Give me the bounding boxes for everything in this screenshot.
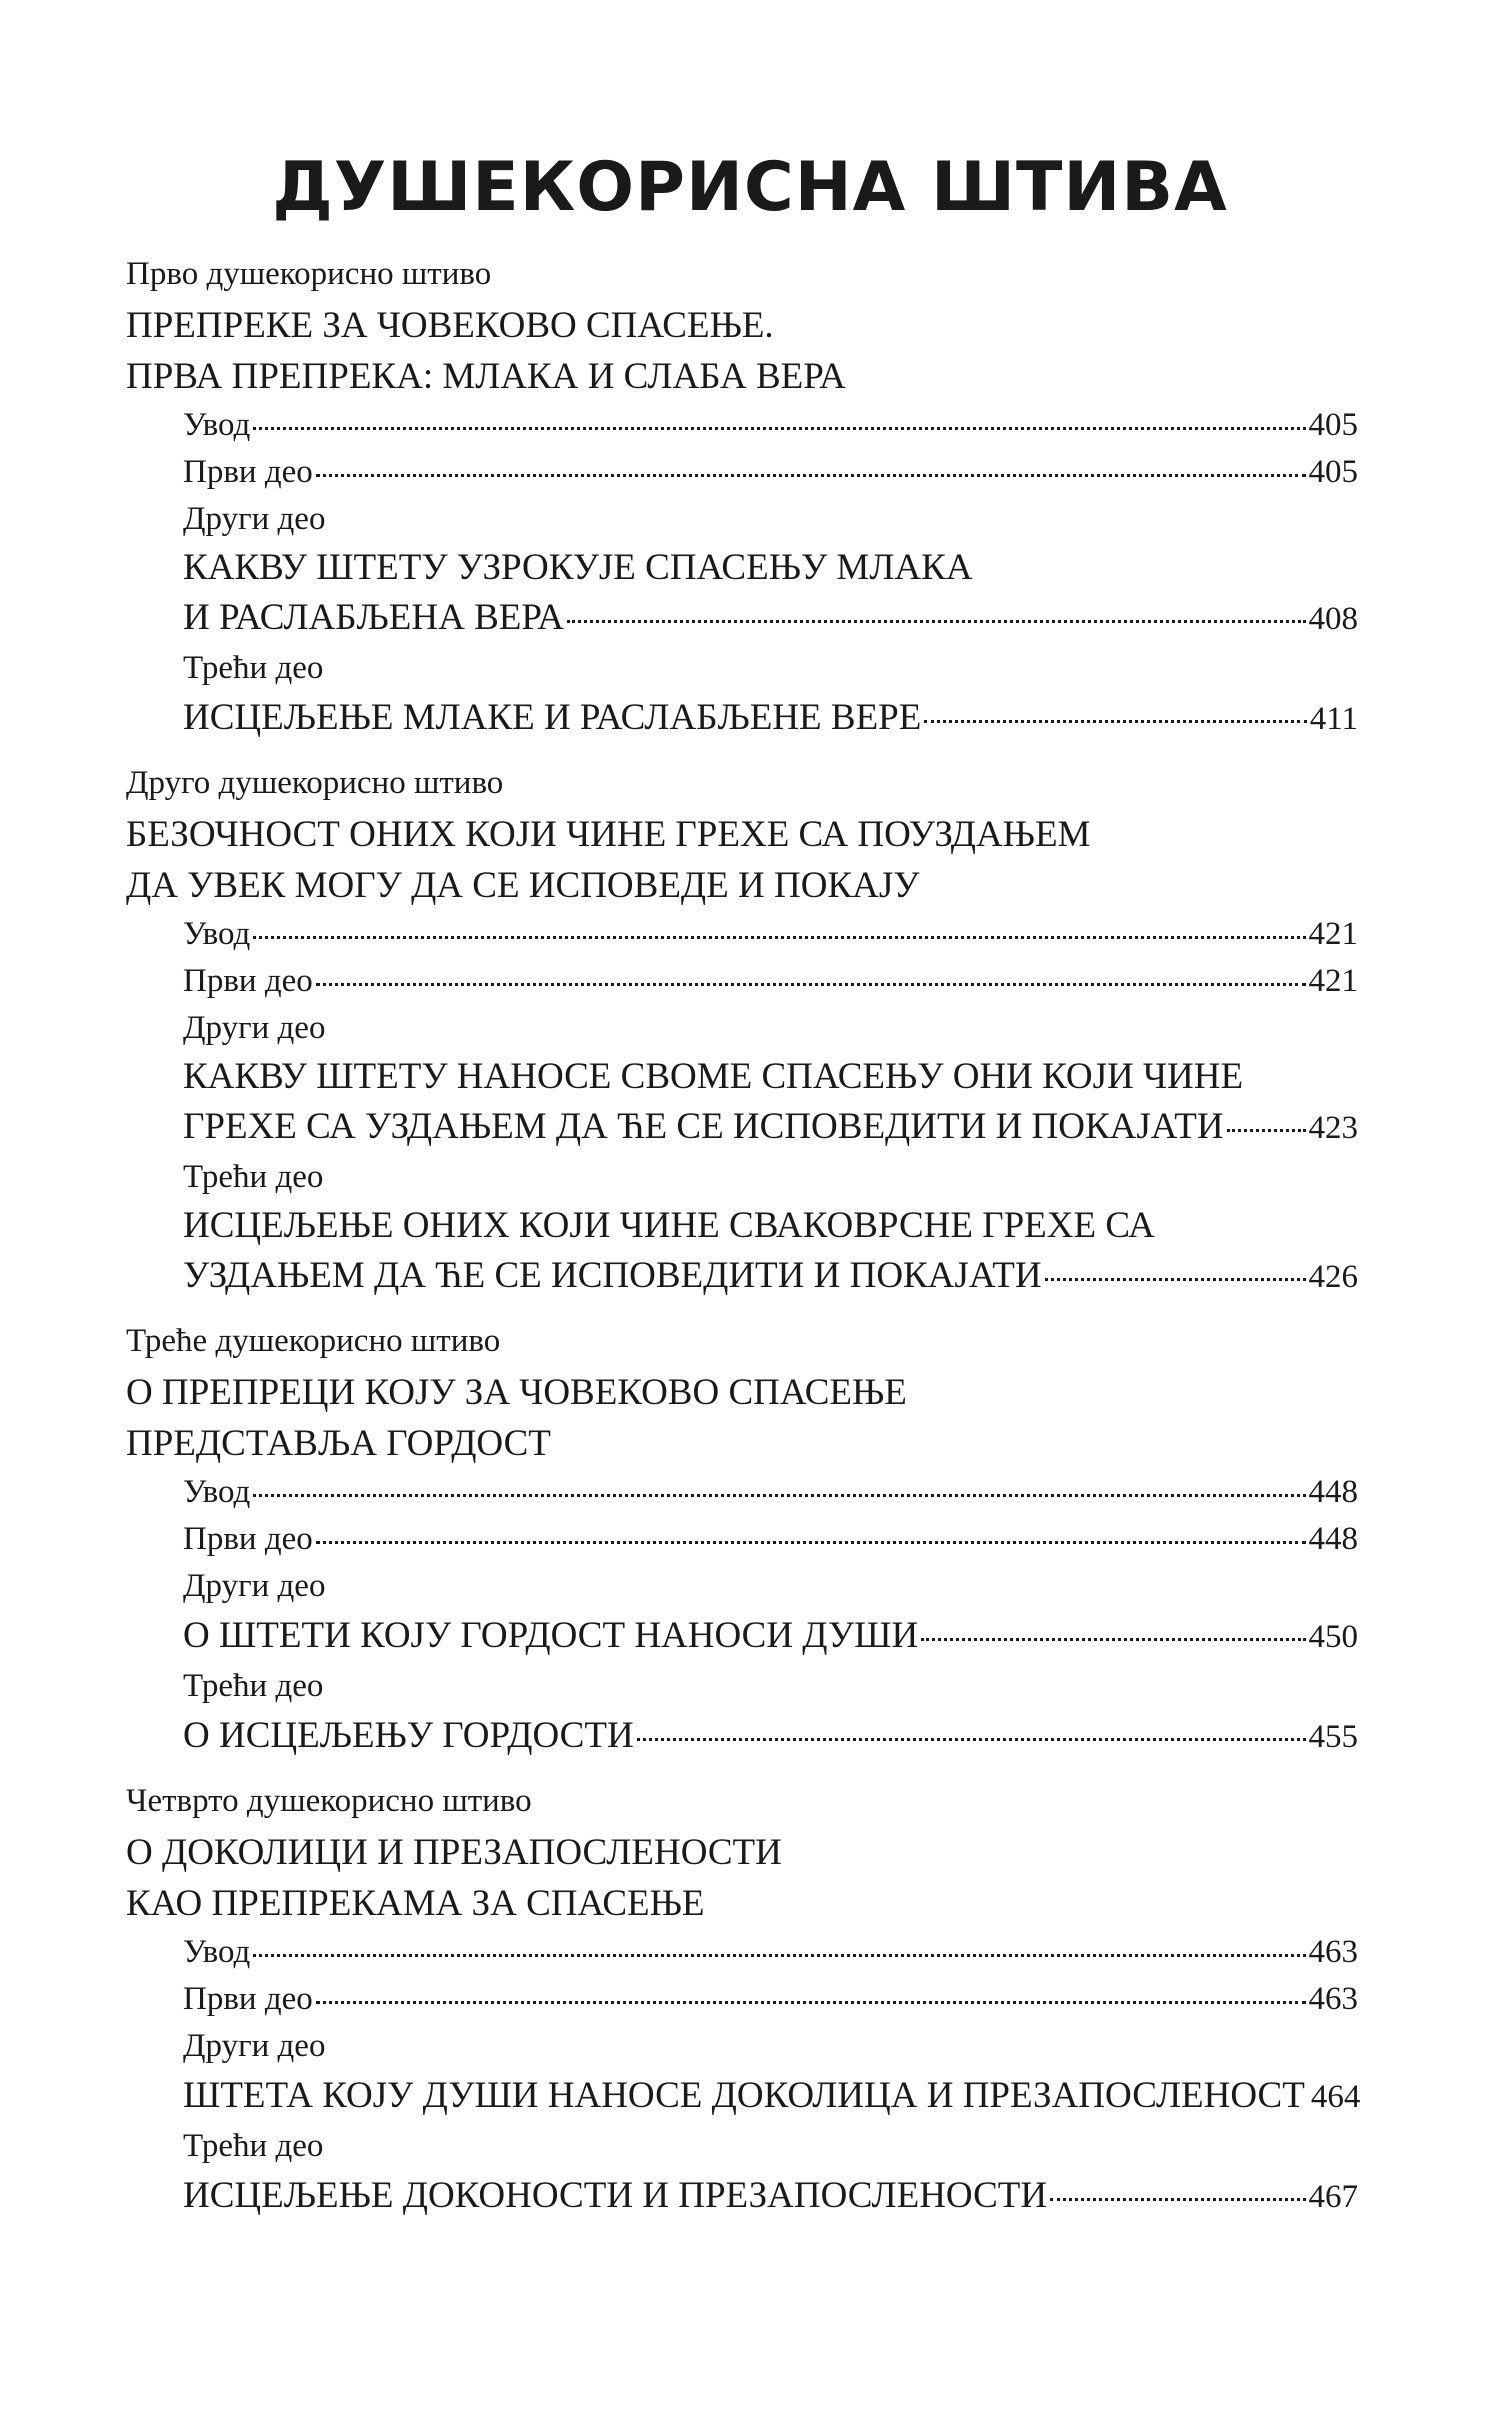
entry-label: Први део [183, 963, 313, 999]
chapter-title-line: ИСЦЕЉЕЊЕ ОНИХ КОЈИ ЧИНЕ СВАКОВРСНЕ ГРЕХЕ СА [183, 1205, 1155, 1246]
page-number: 423 [1308, 1110, 1358, 1146]
chapter-title-line: КАКВУ ШТЕТУ НАНОСЕ СВОМЕ СПАСЕЊУ ОНИ КОЈИ ЧИНЕ [183, 1056, 1244, 1097]
section-heading-line: ПРЕПРЕКЕ ЗА ЧОВЕКОВО СПАСЕЊЕ. [126, 305, 774, 346]
entry-label: Увод [183, 1934, 251, 1970]
dot-leader [253, 1953, 1305, 1957]
section-label: Прво душекорисно штиво [126, 256, 492, 292]
toc-entry-part-one[interactable] [183, 1516, 1358, 1563]
toc-entry-chapter[interactable] [183, 1250, 1358, 1303]
dot-leader [253, 1493, 1305, 1497]
part-label: Други део [183, 2028, 326, 2064]
entry-label: Први део [183, 1521, 313, 1557]
entry-label: Први део [183, 454, 313, 490]
section-label: Друго душекорисно штиво [126, 765, 504, 801]
toc-section [126, 1775, 1361, 2223]
table-of-contents [126, 248, 1361, 2235]
entry-label: Увод [183, 1474, 251, 1510]
toc-entry-chapter[interactable] [183, 592, 1358, 645]
dot-leader [637, 1737, 1306, 1741]
toc-section [126, 248, 1358, 745]
toc-entry-chapter[interactable] [183, 1101, 1358, 1154]
dot-leader [921, 1637, 1305, 1641]
chapter-title-line: КАКВУ ШТЕТУ УЗРОКУЈЕ СПАСЕЊУ МЛАКА [183, 547, 973, 588]
toc-entry-chapter[interactable] [183, 2070, 1361, 2123]
entry-label: О ИСЦЕЉЕЊУ ГОРДОСТИ [183, 1715, 634, 1756]
toc-entry-part-one[interactable] [183, 449, 1358, 496]
entry-label: И РАСЛАБЉЕНА ВЕРА [183, 597, 564, 638]
page-number: 426 [1308, 1259, 1358, 1295]
page-number: 467 [1308, 2179, 1358, 2215]
dot-leader [567, 619, 1306, 623]
section-entries [126, 911, 1358, 1303]
toc-entry-chapter[interactable] [183, 1710, 1358, 1763]
entry-label: Први део [183, 1981, 313, 2017]
toc-entry-chapter[interactable] [183, 2170, 1358, 2223]
entry-label: О ШТЕТИ КОЈУ ГОРДОСТ НАНОСИ ДУШИ [183, 1615, 919, 1656]
part-label: Други део [183, 1010, 326, 1046]
dot-leader [316, 982, 1306, 986]
toc-entry-part-one[interactable] [183, 958, 1358, 1005]
section-entries [126, 1469, 1358, 1763]
entry-label: ШТЕТА КОЈУ ДУШИ НАНОСЕ ДОКОЛИЦА И ПРЕЗАПОСЛЕНОСТ [183, 2075, 1305, 2116]
section-heading-line: ПРВА ПРЕПРЕКА: МЛАКА И СЛАБА ВЕРА [126, 356, 846, 397]
entry-label: Увод [183, 916, 251, 952]
dot-leader [316, 1540, 1306, 1544]
toc-entry-chapter[interactable] [183, 1610, 1358, 1663]
toc-section [126, 757, 1358, 1303]
section-heading-line: КАО ПРЕПРЕКАМА ЗА СПАСЕЊЕ [126, 1883, 705, 1924]
page-number: 455 [1308, 1719, 1358, 1755]
dot-leader [924, 719, 1306, 723]
section-heading-line: О ПРЕПРЕЦИ КОЈУ ЗА ЧОВЕКОВО СПАСЕЊЕ [126, 1372, 907, 1413]
part-label: Трећи део [183, 1159, 324, 1195]
part-label: Трећи део [183, 650, 324, 686]
dot-leader [253, 935, 1305, 939]
page-title: ДУШЕКОРИСНА ШТИВА [272, 148, 1228, 227]
toc-entry-intro[interactable] [183, 911, 1358, 958]
page-number: 408 [1308, 601, 1358, 637]
page-number: 405 [1308, 454, 1358, 490]
section-label: Четврто душекорисно штиво [126, 1783, 532, 1819]
toc-entry-intro[interactable] [183, 402, 1358, 449]
section-heading-line: ПРЕДСТАВЉА ГОРДОСТ [126, 1423, 551, 1464]
entry-label: ИСЦЕЉЕЊЕ МЛАКЕ И РАСЛАБЉЕНЕ ВЕРЕ [183, 697, 922, 738]
section-entries [126, 1929, 1361, 2223]
page-number: 421 [1308, 963, 1358, 999]
entry-label: ИСЦЕЉЕЊЕ ДОКОНОСТИ И ПРЕЗАПОСЛЕНОСТИ [183, 2175, 1048, 2216]
dot-leader [1045, 1277, 1306, 1281]
section-heading-line: ДА УВЕК МОГУ ДА СЕ ИСПОВЕДЕ И ПОКАЈУ [126, 865, 920, 906]
toc-entry-intro[interactable] [183, 1469, 1358, 1516]
page-number: 421 [1308, 916, 1358, 952]
toc-entry-part-one[interactable] [183, 1976, 1358, 2023]
dot-leader [316, 2000, 1306, 2004]
part-label: Трећи део [183, 2128, 324, 2164]
toc-entry-intro[interactable] [183, 1929, 1358, 1976]
page-number: 448 [1308, 1474, 1358, 1510]
page-number: 450 [1308, 1619, 1358, 1655]
dot-leader [1050, 2197, 1305, 2201]
section-entries [126, 402, 1358, 745]
section-heading-line: БЕЗОЧНОСТ ОНИХ КОЈИ ЧИНЕ ГРЕХЕ СА ПОУЗДАЊЕМ [126, 814, 1091, 855]
page-number: 463 [1308, 1934, 1358, 1970]
section-label: Треће душекорисно штиво [126, 1323, 501, 1359]
dot-leader [316, 473, 1306, 477]
section-heading-line: О ДОКОЛИЦИ И ПРЕЗАПОСЛЕНОСТИ [126, 1832, 782, 1873]
page-number: 448 [1308, 1521, 1358, 1557]
entry-label: УЗДАЊЕМ ДА ЋЕ СЕ ИСПОВЕДИТИ И ПОКАЈАТИ [183, 1255, 1042, 1296]
page-number: 464 [1310, 2079, 1361, 2115]
part-label: Други део [183, 1568, 326, 1604]
dot-leader [1227, 1128, 1306, 1132]
entry-label: ГРЕХЕ СА УЗДАЊЕМ ДА ЋЕ СЕ ИСПОВЕДИТИ И ПОКАЈАТИ [183, 1106, 1224, 1147]
part-label: Трећи део [183, 1668, 324, 1704]
toc-section [126, 1315, 1358, 1763]
toc-entry-chapter[interactable] [183, 692, 1358, 745]
page-number: 411 [1309, 701, 1358, 737]
page-number: 405 [1308, 407, 1358, 443]
page-number: 463 [1308, 1981, 1358, 2017]
part-label: Други део [183, 501, 326, 537]
entry-label: Увод [183, 407, 251, 443]
dot-leader [253, 426, 1305, 430]
